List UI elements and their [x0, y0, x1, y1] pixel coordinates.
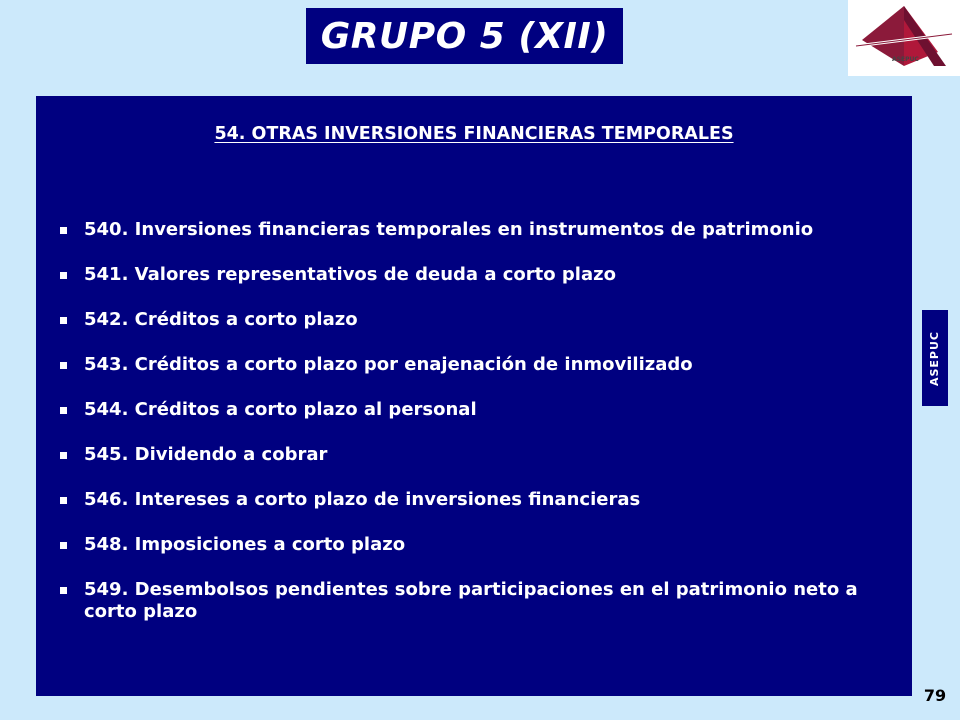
square-bullet-icon [60, 542, 67, 549]
list-item-label: 546. Intereses a corto plazo de inversiones financieras [84, 489, 641, 510]
side-label: ASEPUC [928, 330, 942, 386]
list-item [60, 444, 892, 466]
list-item-label: 549. Desembolsos pendientes sobre participaciones en el patrimonio neto a corto plazo [84, 579, 858, 622]
list-item-label: 544. Créditos a corto plazo al personal [84, 399, 477, 420]
asepuc-logo-icon [848, 0, 960, 76]
square-bullet-icon [60, 362, 67, 369]
list-item-label: 548. Imposiciones a corto plazo [84, 534, 406, 555]
square-bullet-icon [60, 317, 67, 324]
page-title: GRUPO 5 (XII) [320, 15, 609, 57]
square-bullet-icon [60, 272, 67, 279]
page-number: 79 [923, 686, 947, 705]
square-bullet-icon [60, 407, 67, 414]
side-label-box [922, 310, 948, 406]
list-item [60, 264, 892, 286]
list-item [60, 354, 892, 376]
list-item [60, 399, 892, 421]
logo-caption: ASEPUC [892, 56, 919, 63]
asepuc-logo [848, 0, 960, 76]
section-heading: 54. OTRAS INVERSIONES FINANCIERAS TEMPORALES [214, 124, 734, 144]
account-list [60, 219, 892, 646]
square-bullet-icon [60, 587, 67, 594]
list-item-label: 540. Inversiones financieras temporales en instrumentos de patrimonio [84, 219, 814, 240]
square-bullet-icon [60, 452, 67, 459]
square-bullet-icon [60, 227, 67, 234]
list-item [60, 579, 892, 623]
list-item [60, 219, 892, 241]
list-item-label: 542. Créditos a corto plazo [84, 309, 358, 330]
list-item-label: 545. Dividendo a cobrar [84, 444, 328, 465]
list-item-label: 541. Valores representativos de deuda a corto plazo [84, 264, 616, 285]
list-item [60, 534, 892, 556]
list-item [60, 489, 892, 511]
content-panel [36, 96, 912, 696]
title-banner [306, 8, 623, 64]
list-item [60, 309, 892, 331]
square-bullet-icon [60, 497, 67, 504]
list-item-label: 543. Créditos a corto plazo por enajenación de inmovilizado [84, 354, 693, 375]
